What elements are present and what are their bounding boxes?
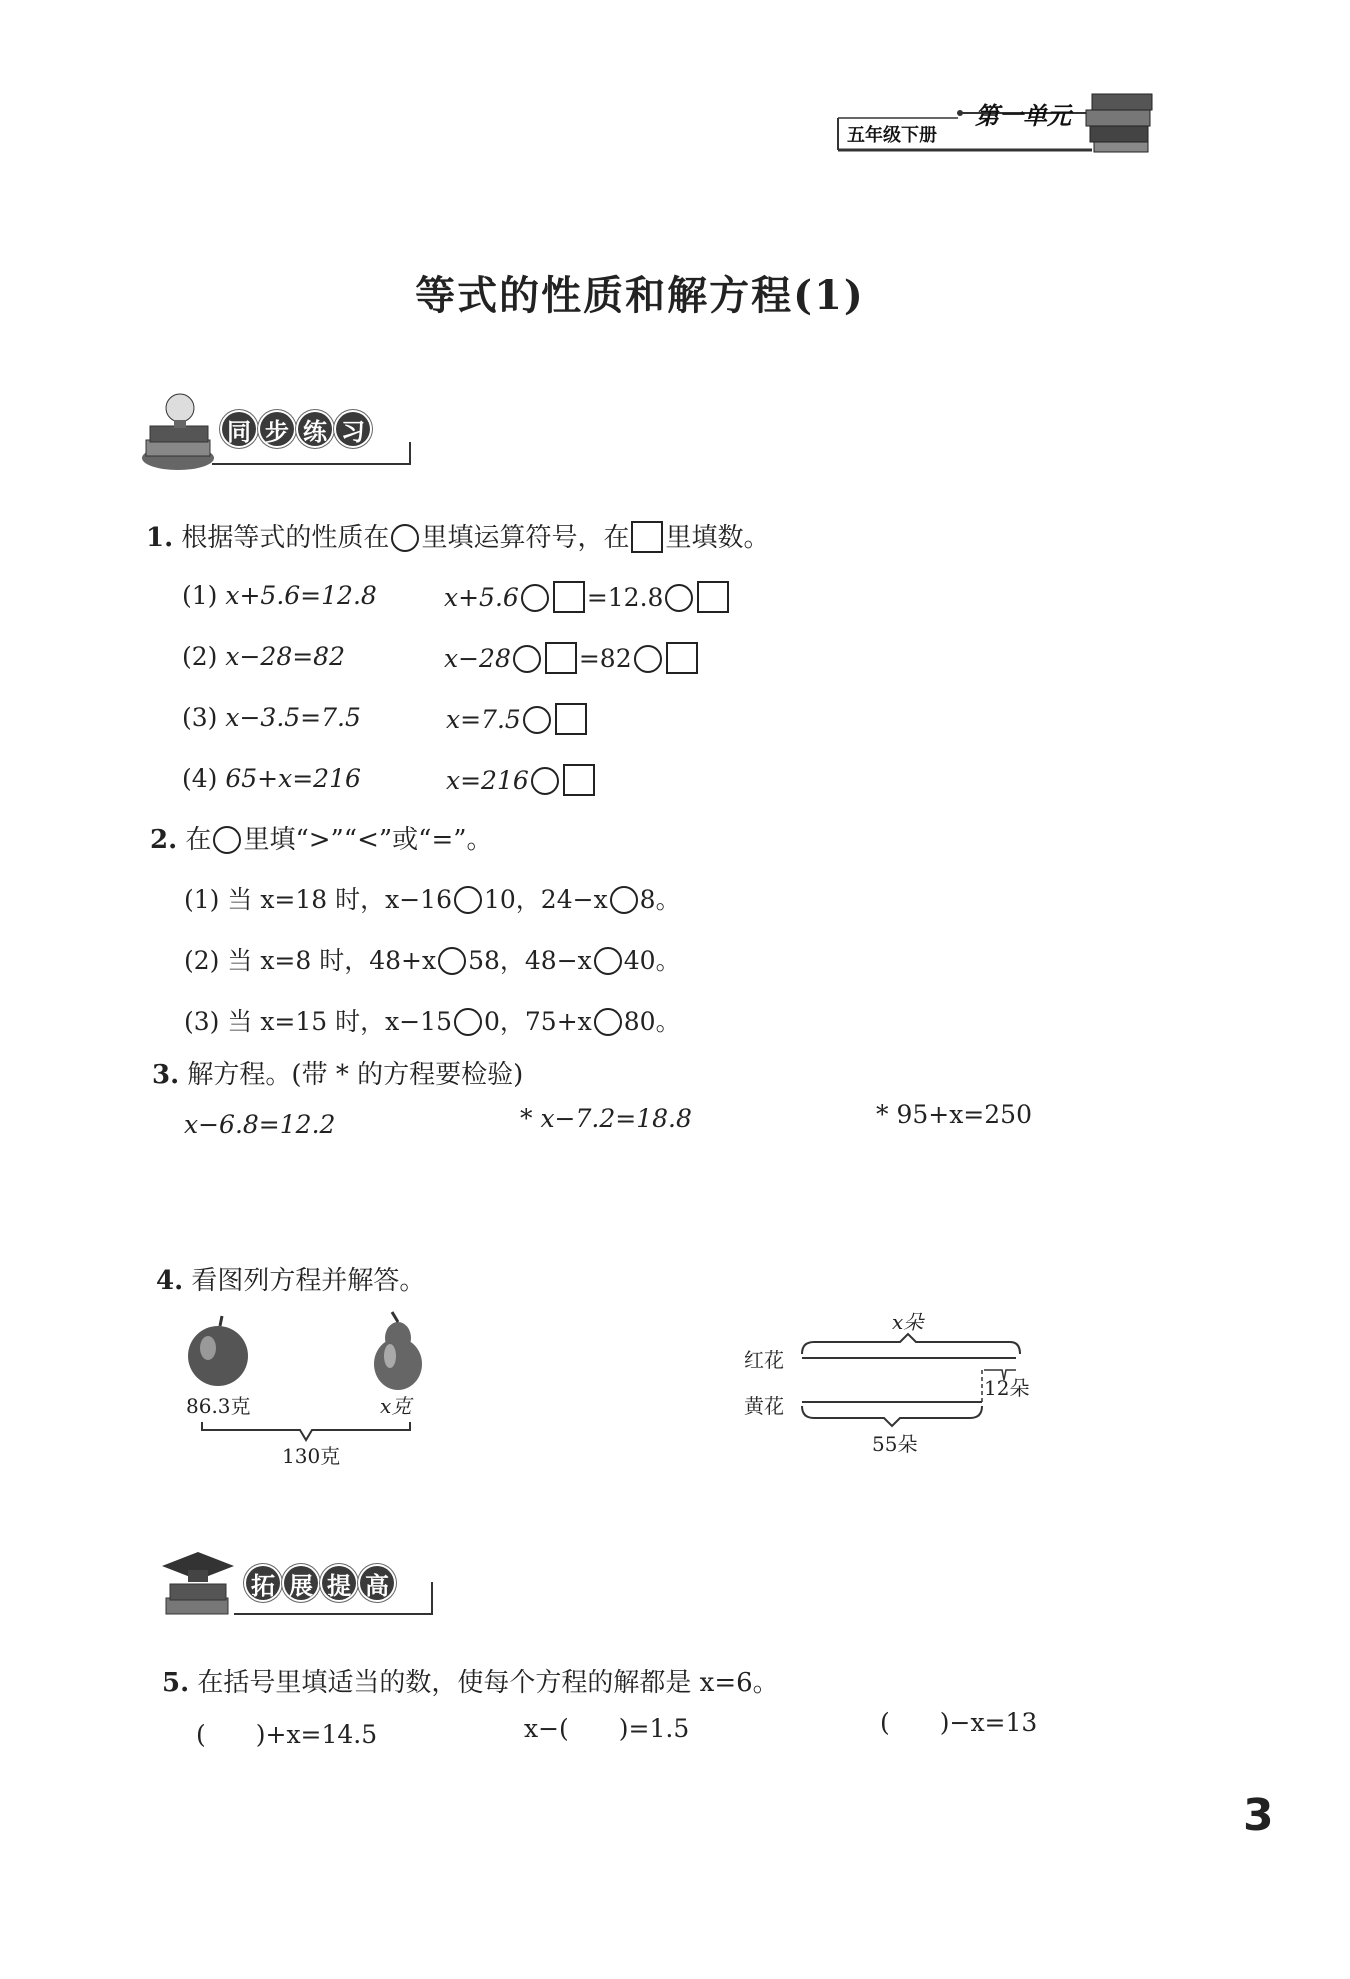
question-1: 1. 根据等式的性质在 里填运算符号，在 里填数。 xyxy=(146,523,770,553)
question-3: 3. 解方程。(带 * 的方程要检验) xyxy=(152,1060,524,1090)
q1-item-answer: x−28 =82 xyxy=(444,642,700,674)
apple-weight: 86.3克 xyxy=(186,1394,251,1418)
answer-box[interactable] xyxy=(545,642,577,674)
q1-item-answer: x=7.5 xyxy=(446,703,589,735)
section-char: 展 xyxy=(284,1566,318,1600)
q1-item-answer: x+5.6 =12.8 xyxy=(444,581,731,613)
apple-icon xyxy=(188,1316,248,1386)
section-char: 练 xyxy=(298,412,332,446)
q1-item: (4) 65+x=216 xyxy=(182,764,361,793)
answer-circle[interactable] xyxy=(523,706,551,734)
question-4: 4. 看图列方程并解答。 xyxy=(156,1266,426,1296)
page-number: 3 xyxy=(1243,1790,1274,1841)
total-weight: 130克 xyxy=(282,1444,341,1468)
question-5: 5. 在括号里填适当的数，使每个方程的解都是 x=6。 xyxy=(162,1668,779,1698)
answer-box[interactable] xyxy=(697,581,729,613)
answer-box[interactable] xyxy=(666,642,698,674)
q3-equation: x−6.8=12.2 xyxy=(184,1110,336,1139)
red-count: x朵 xyxy=(892,1310,924,1334)
section-underline xyxy=(210,440,420,470)
answer-circle[interactable] xyxy=(213,826,241,854)
books-icon xyxy=(1086,94,1152,152)
q5-equation: x−( )=1.5 xyxy=(524,1714,690,1743)
pear-icon xyxy=(374,1312,422,1390)
q2-item: (2) 当 x=8 时，48+x 58，48−x 40。 xyxy=(184,946,681,975)
answer-box[interactable] xyxy=(563,764,595,796)
answer-circle[interactable] xyxy=(610,886,638,914)
answer-circle[interactable] xyxy=(634,645,662,673)
section-char: 高 xyxy=(360,1566,394,1600)
yellow-count: 55朵 xyxy=(872,1432,918,1456)
q2-item: (1) 当 x=18 时，x−16 10，24−x 8。 xyxy=(184,885,681,914)
q1-item: (1) x+5.6=12.8 xyxy=(182,581,377,610)
answer-box[interactable] xyxy=(631,521,663,553)
q5-equation: ( )+x=14.5 xyxy=(196,1720,378,1749)
section-char: 习 xyxy=(336,412,370,446)
answer-box[interactable] xyxy=(555,703,587,735)
q1-item: (2) x−28=82 xyxy=(182,642,345,671)
q1-item: (3) x−3.5=7.5 xyxy=(182,703,361,732)
answer-circle[interactable] xyxy=(594,1008,622,1036)
question-2: 2. 在 里填“>”“<”或“=”。 xyxy=(150,825,493,855)
q2-item: (3) 当 x=15 时，x−15 0，75+x 80。 xyxy=(184,1007,681,1036)
graduation-cap-books-icon xyxy=(160,1548,240,1628)
page-title: 等式的性质和解方程(1) xyxy=(415,272,865,319)
q3-equation: * 95+x=250 xyxy=(876,1100,1032,1129)
section-char: 提 xyxy=(322,1566,356,1600)
answer-circle[interactable] xyxy=(454,1008,482,1036)
red-flower-label: 红花 xyxy=(744,1348,784,1372)
section-char: 拓 xyxy=(246,1566,280,1600)
answer-circle[interactable] xyxy=(531,767,559,795)
yellow-flower-label: 黄花 xyxy=(744,1394,784,1418)
answer-circle[interactable] xyxy=(391,524,419,552)
q5-equation: ( )−x=13 xyxy=(880,1708,1038,1737)
answer-circle[interactable] xyxy=(521,584,549,612)
answer-circle[interactable] xyxy=(513,645,541,673)
grade-label: 五年级下册 xyxy=(847,125,937,146)
answer-circle[interactable] xyxy=(665,584,693,612)
lightbulb-books-icon xyxy=(138,388,218,478)
section-char: 同 xyxy=(222,412,256,446)
diff-count: 12朵 xyxy=(984,1376,1030,1400)
section-char: 步 xyxy=(260,412,294,446)
q3-equation: * x−7.2=18.8 xyxy=(520,1104,692,1133)
pear-weight: x克 xyxy=(380,1394,412,1418)
q1-item-answer: x=216 xyxy=(446,764,597,796)
section-underline xyxy=(232,1580,442,1620)
answer-box[interactable] xyxy=(553,581,585,613)
unit-label: 第一单元 xyxy=(975,102,1071,130)
answer-circle[interactable] xyxy=(438,947,466,975)
answer-circle[interactable] xyxy=(454,886,482,914)
answer-circle[interactable] xyxy=(594,947,622,975)
